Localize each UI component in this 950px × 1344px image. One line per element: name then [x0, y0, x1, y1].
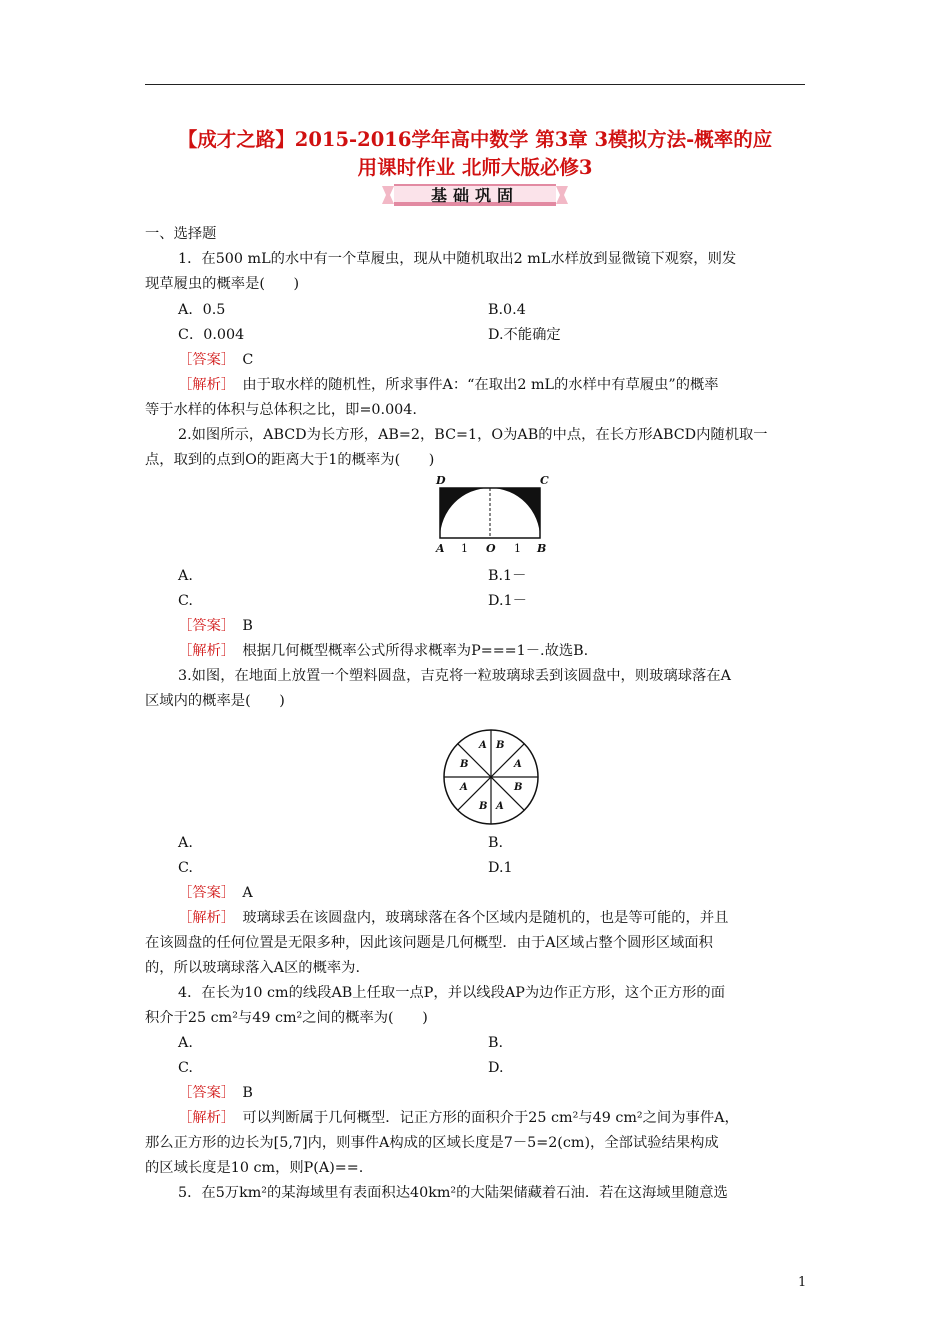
q3-option-c: C. — [178, 860, 193, 876]
analysis-text: 玻璃球丢在该圆盘内，玻璃球落在各个区域内是随机的，也是等可能的，并且 — [242, 910, 729, 926]
q2-option-b: B.1－ — [488, 568, 527, 584]
q2-option-c: C. — [178, 593, 193, 609]
analysis-tag: ［解析］ — [178, 377, 229, 393]
analysis-text: 根据几何概型概率公式所得求概率为P===1－.故选B. — [242, 643, 589, 659]
disc-sectors-diagram — [442, 728, 540, 826]
q4-analysis-line1 — [178, 1108, 739, 1128]
q1-text-line2: 现草履虫的概率是( ) — [145, 276, 300, 292]
q3-text-line2: 区域内的概率是( ) — [145, 693, 285, 709]
q3-option-d: D.1 — [488, 860, 513, 876]
label-b: B — [537, 542, 547, 555]
sector-label-7: A — [460, 782, 468, 793]
label-one-left: 1 — [461, 542, 468, 555]
answer-value: A — [242, 885, 253, 901]
q4-text-line2: 积介于25 cm²与49 cm²之间的概率为( ) — [145, 1010, 428, 1026]
answer-tag: ［答案］ — [178, 352, 229, 368]
q4-text-line1: 4．在长为10 cm的线段AB上任取一点P，并以线段AP为边作正方形，这个正方形的面 — [178, 985, 725, 1001]
analysis-text: 可以判断属于几何概型．记正方形的面积介于25 cm²与49 cm²之间为事件A， — [242, 1110, 739, 1126]
analysis-tag: ［解析］ — [178, 643, 229, 659]
q1-option-d: D.不能确定 — [488, 327, 561, 343]
q1-analysis-line1 — [178, 375, 719, 395]
title-line-1: 【成才之路】2015-2016学年高中数学 第3章 3模拟方法-概率的应 — [177, 128, 773, 151]
q1-option-c: C．0.004 — [178, 327, 245, 343]
section-banner — [382, 182, 568, 208]
sector-label-3: A — [514, 759, 522, 770]
label-o: O — [486, 542, 496, 555]
sector-label-1: A — [479, 740, 487, 751]
sector-label-4: B — [514, 782, 523, 793]
q1-option-a: A．0.5 — [178, 302, 226, 318]
q4-analysis-line2: 那么正方形的边长为[5,7]内，则事件A构成的区域长度是7－5=2(cm)，全部试验结果构成 — [145, 1135, 719, 1151]
q3-disc-figure — [442, 728, 540, 826]
q2-text-line1: 2.如图所示，ABCD为长方形，AB=2，BC=1，O为AB的中点，在长方形ABCD内随机取一 — [178, 427, 768, 443]
document-title — [145, 126, 805, 182]
label-a: A — [436, 542, 445, 555]
header-rule — [145, 84, 805, 85]
q4-answer — [178, 1083, 253, 1103]
q3-option-b: B. — [488, 835, 504, 851]
analysis-tag: ［解析］ — [178, 910, 229, 926]
answer-tag: ［答案］ — [178, 885, 229, 901]
analysis-text: 由于取水样的随机性，所求事件A：“在取出2 mL的水样中有草履虫”的概率 — [242, 377, 719, 393]
q4-option-a: A. — [178, 1035, 193, 1051]
sector-label-2: B — [496, 740, 505, 751]
q1-analysis-line2: 等于水样的体积与总体积之比，即=0.004. — [145, 402, 417, 418]
q1-answer — [178, 350, 253, 370]
q2-answer — [178, 616, 253, 636]
q4-option-b: B. — [488, 1035, 504, 1051]
section-heading: 一、选择题 — [145, 226, 217, 242]
analysis-tag: ［解析］ — [178, 1110, 229, 1126]
label-c: C — [540, 474, 549, 487]
q1-option-b: B.0.4 — [488, 302, 526, 318]
q2-text-line2: 点，取到的点到O的距离大于1的概率为( ) — [145, 452, 435, 468]
q3-option-a: A. — [178, 835, 193, 851]
q4-option-d: D. — [488, 1060, 504, 1076]
sector-label-6: B — [479, 801, 488, 812]
q1-text-line1: 1．在500 mL的水中有一个草履虫，现从中随机取出2 mL水样放到显微镜下观察，则发 — [178, 251, 737, 267]
answer-tag: ［答案］ — [178, 1085, 229, 1101]
q2-analysis-line1 — [178, 641, 588, 661]
q2-option-d: D.1－ — [488, 593, 527, 609]
sector-label-8: B — [460, 759, 469, 770]
sector-label-5: A — [496, 801, 504, 812]
answer-value: B — [242, 618, 253, 634]
q4-option-c: C. — [178, 1060, 193, 1076]
answer-value: B — [242, 1085, 253, 1101]
q2-rectangle-figure — [430, 474, 552, 558]
q3-answer — [178, 883, 253, 903]
q5-text-line1: 5．在5万km²的某海域里有表面积达40km²的大陆架储藏着石油．若在这海域里随意选 — [178, 1185, 728, 1201]
banner-label: 基础巩固 — [430, 186, 519, 205]
label-d: D — [436, 474, 446, 487]
answer-value: C — [242, 352, 254, 368]
page-number: 1 — [798, 1275, 807, 1290]
q3-analysis-line2: 在该圆盘的任何位置是无限多种，因此该问题是几何概型．由于A区域占整个圆形区域面积 — [145, 935, 713, 951]
q2-option-a: A. — [178, 568, 193, 584]
answer-tag: ［答案］ — [178, 618, 229, 634]
title-line-2: 用课时作业 北师大版必修3 — [357, 156, 593, 179]
q3-analysis-line1 — [178, 908, 728, 928]
q3-text-line1: 3.如图，在地面上放置一个塑料圆盘，吉克将一粒玻璃球丢到该圆盘中，则玻璃球落在A — [178, 668, 731, 684]
q3-analysis-line3: 的，所以玻璃球落入A区的概率为. — [145, 960, 361, 976]
label-one-right: 1 — [514, 542, 521, 555]
q4-analysis-line3: 的区域长度是10 cm，则P(A)==. — [145, 1160, 364, 1176]
